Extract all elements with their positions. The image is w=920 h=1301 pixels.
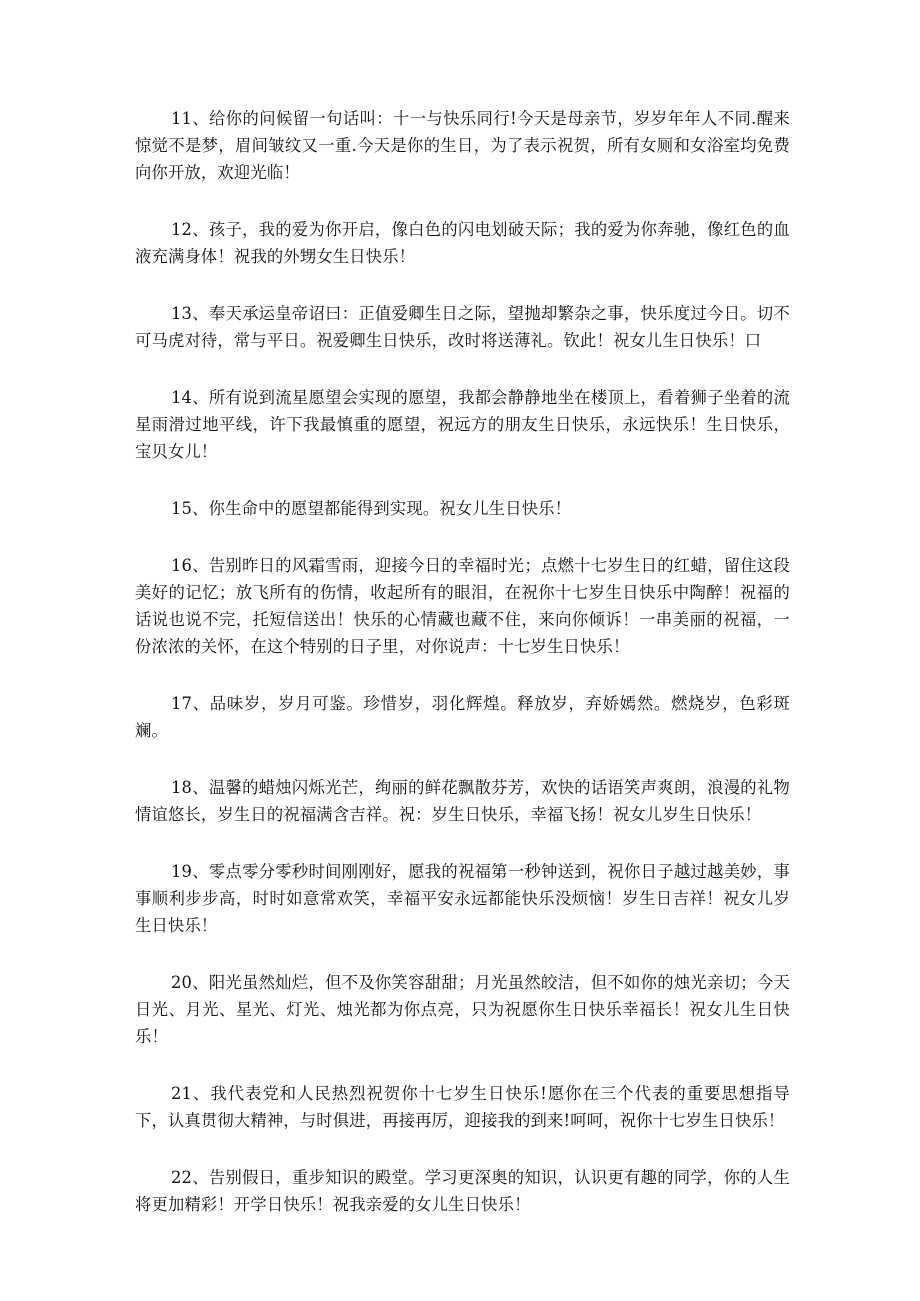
document-body: [135, 105, 790, 1248]
paragraph-14: 14、所有说到流星愿望会实现的愿望，我都会静静地坐在楼顶上，看着狮子坐着的流星雨滑过地平线，许下我最慎重的愿望，祝远方的朋友生日快乐，永远快乐！生日快乐，宝贝女儿！: [135, 388, 790, 461]
paragraph-18: 18、温馨的蜡烛闪烁光芒，绚丽的鲜花飘散芬芳，欢快的话语笑声爽朗，浪漫的礼物情谊悠长，岁生日的祝福满含吉祥。祝：岁生日快乐，幸福飞扬！祝女儿岁生日快乐！: [135, 778, 790, 824]
paragraph-17: 17、品味岁，岁月可鉴。珍惜岁，羽化辉煌。释放岁，弃娇嫣然。燃烧岁，色彩斑斓。: [135, 694, 790, 740]
paragraph-20: 20、阳光虽然灿烂，但不及你笑容甜甜；月光虽然皎洁，但不如你的烛光亲切；今天日光、月光、星光、灯光、烛光都为你点亮，只为祝愿你生日快乐幸福长！祝女儿生日快乐！: [135, 973, 790, 1046]
paragraph-11: 11、给你的问候留一句话叫：十一与快乐同行!今天是母亲节，岁岁年年人不同.醒来惊觉不是梦，眉间皱纹又一重.今天是你的生日，为了表示祝贺，所有女厕和女浴室均免费向你开放，欢迎光临！: [135, 109, 790, 182]
paragraph-22: 22、告别假日，重步知识的殿堂。学习更深奥的知识，认识更有趣的同学，你的人生将更加精彩！开学日快乐！祝我亲爱的女儿生日快乐！: [135, 1168, 790, 1214]
paragraph-19: 19、零点零分零秒时间刚刚好，愿我的祝福第一秒钟送到，祝你日子越过越美妙，事事顺利步步高，时时如意常欢笑，幸福平安永远都能快乐没烦恼！岁生日吉祥！祝女儿岁生日快乐！: [135, 862, 790, 935]
paragraph-16: 16、告别昨日的风霜雪雨，迎接今日的幸福时光；点燃十七岁生日的红蜡，留住这段美好的记忆；放飞所有的伤情，收起所有的眼泪，在祝你十七岁生日快乐中陶醉！祝福的话说也说不完，托短信送出！快乐的心情藏也藏不住，来向你倾诉！一串美丽的祝福，一份浓浓的关怀，在这个特别的日子里，对你说声：十七岁生日快乐！: [135, 556, 790, 656]
paragraph-21: 21、我代表党和人民热烈祝贺你十七岁生日快乐!愿你在三个代表的重要思想指导下，认真贯彻大精神，与时俱进，再接再厉，迎接我的到来!呵呵，祝你十七岁生日快乐！: [135, 1084, 790, 1130]
paragraph-12: 12、孩子，我的爱为你开启，像白色的闪电划破天际；我的爱为你奔驰，像红色的血液充满身体！祝我的外甥女生日快乐！: [135, 220, 790, 266]
paragraph-15: 15、你生命中的愿望都能得到实现。祝女儿生日快乐！: [171, 499, 572, 518]
paragraph-13: 13、奉天承运皇帝诏曰：正值爱卿生日之际，望抛却繁杂之事，快乐度过今日。切不可马虎对待，常与平日。祝爱卿生日快乐，改时将送薄礼。钦此！祝女儿生日快乐！口: [135, 304, 790, 350]
